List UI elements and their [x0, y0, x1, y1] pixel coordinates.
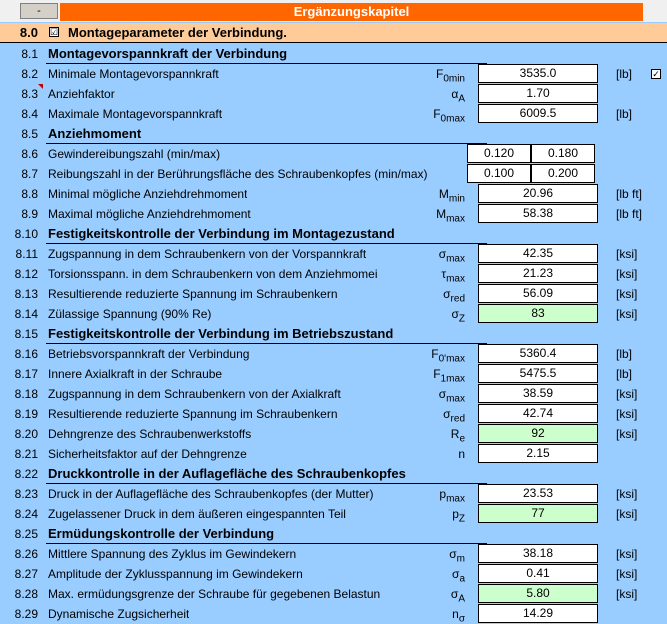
parameter-row [0, 484, 667, 504]
section-number: 8.0 [19, 25, 38, 40]
row-number: 8.16 [14, 347, 38, 361]
symbol-base: σ [438, 247, 447, 261]
comment-marker-icon[interactable] [38, 84, 43, 89]
row-number: 8.4 [21, 107, 38, 121]
section-heading-row [0, 464, 667, 484]
row-symbol [400, 187, 465, 204]
row-symbol [400, 567, 465, 584]
parameter-row [0, 344, 667, 364]
row-number: 8.23 [14, 487, 38, 501]
row-number: 8.11 [15, 247, 38, 261]
parameter-row [0, 364, 667, 384]
symbol-base: F [431, 347, 439, 361]
row-label: Dehngrenze des Schraubenwerkstoffs [48, 427, 252, 441]
symbol-base: σ [438, 387, 447, 401]
collapse-button[interactable]: - [20, 3, 58, 19]
section-checkbox[interactable]: ☑ [50, 27, 59, 37]
row-value[interactable]: 58.38 [478, 204, 598, 223]
row-value[interactable]: 23.53 [478, 484, 598, 503]
row-number: 8.15 [14, 327, 38, 341]
symbol-base: p [439, 487, 447, 501]
row-number: 8.9 [21, 207, 38, 221]
row-symbol [400, 607, 465, 624]
row-label: Max. ermüdungsgrenze der Schraube für gegebenen Belastun [48, 587, 381, 601]
row-unit: [ksi] [616, 267, 638, 281]
row-value[interactable]: 38.59 [478, 384, 598, 403]
symbol-subscript: max [446, 273, 465, 285]
row-label: Minimale Montagevorspannkraft [48, 67, 219, 81]
symbol-subscript: red [450, 293, 465, 305]
row-value[interactable]: 92 [478, 424, 598, 443]
row-number: 8.6 [21, 147, 38, 161]
row-number: 8.10 [14, 227, 38, 241]
section-heading-row [0, 324, 667, 344]
symbol-base: σ [450, 587, 459, 601]
row-symbol [400, 287, 465, 304]
chapter-title: Ergänzungskapitel [60, 3, 643, 21]
symbol-subscript: σ [458, 613, 465, 624]
row-value[interactable]: 6009.5 [478, 104, 598, 123]
symbol-base: σ [449, 547, 457, 561]
symbol-subscript: A [458, 93, 465, 105]
row-number: 8.17 [14, 367, 38, 381]
row-number: 8.25 [14, 527, 38, 541]
symbol-base: n [452, 607, 459, 621]
row-label: Anziehmoment [48, 126, 142, 141]
row-symbol [400, 447, 465, 464]
row-unit: [ksi] [616, 547, 638, 561]
row-label: Druckkontrolle in der Auflagefläche des Schraubenkopfes [48, 466, 406, 481]
row-value[interactable]: 1.70 [478, 84, 598, 103]
row-symbol [400, 267, 465, 284]
row-symbol [400, 87, 465, 104]
row-number: 8.26 [14, 547, 38, 561]
symbol-subscript: max [446, 213, 465, 225]
max-value-input[interactable]: 0.200 [531, 164, 595, 183]
symbol-base: F [435, 67, 444, 81]
row-symbol [400, 507, 465, 524]
row-label: Zugspannung in dem Schraubenkern von der Vorspannkraft [48, 247, 367, 261]
section-title: Montageparameter der Verbindung. [68, 25, 287, 40]
row-label: Festigkeitskontrolle der Verbindung im Betriebszustand [48, 326, 394, 341]
row-number: 8.14 [14, 307, 38, 321]
section-heading-row [0, 44, 667, 64]
row-unit: [ksi] [616, 567, 638, 581]
row-number: 8.5 [21, 127, 38, 141]
row-symbol [400, 207, 465, 224]
row-unit: [ksi] [616, 247, 638, 261]
row-checkbox[interactable]: ✓ [652, 69, 660, 79]
row-symbol [400, 67, 465, 84]
parameter-row [0, 304, 667, 324]
symbol-subscript: A [458, 593, 465, 605]
row-unit: [ksi] [616, 487, 638, 501]
row-number: 8.3 [21, 87, 38, 101]
symbol-base: R [450, 427, 460, 441]
row-number: 8.24 [14, 507, 38, 521]
section-heading-row [0, 524, 667, 544]
parameter-row [0, 504, 667, 524]
row-number: 8.8 [21, 187, 38, 201]
row-label: Torsionsspann. in dem Schraubenkern von dem Anziehmomei [48, 267, 378, 281]
parameter-row [0, 604, 667, 624]
row-label: Ermüdungskontrolle der Verbindung [48, 526, 275, 541]
row-value[interactable]: 77 [478, 504, 598, 523]
symbol-subscript: red [450, 413, 465, 425]
row-symbol [400, 247, 465, 264]
symbol-base: σ [443, 407, 451, 421]
symbol-base: F [433, 107, 441, 121]
row-label: Zülassige Spannung (90% Re) [48, 307, 212, 321]
row-symbol [400, 347, 465, 364]
row-value[interactable]: 2.15 [478, 444, 598, 463]
row-number: 8.19 [14, 407, 38, 421]
row-number: 8.29 [14, 607, 38, 621]
row-unit: [ksi] [616, 587, 638, 601]
row-number: 8.28 [14, 587, 38, 601]
symbol-subscript: e [459, 433, 465, 445]
parameter-row [0, 164, 667, 184]
parameter-row [0, 444, 667, 464]
row-symbol [400, 387, 465, 404]
parameter-row [0, 104, 667, 124]
row-unit: [ksi] [616, 507, 638, 521]
row-unit: [ksi] [616, 407, 638, 421]
symbol-subscript: min [448, 193, 465, 205]
row-number: 8.22 [14, 467, 38, 481]
parameter-row [0, 544, 667, 564]
row-number: 8.13 [14, 287, 38, 301]
max-value-input[interactable]: 0.180 [531, 144, 595, 163]
row-value[interactable]: 20.96 [478, 184, 598, 203]
row-value[interactable]: 14.29 [478, 604, 598, 623]
symbol-base: τ [441, 267, 447, 281]
symbol-base: p [452, 507, 459, 521]
symbol-base: σ [451, 307, 459, 321]
row-label: Gewindereibungszahl (min/max) [48, 147, 221, 161]
parameter-row [0, 244, 667, 264]
row-symbol [400, 547, 465, 564]
parameter-row [0, 584, 667, 604]
row-value[interactable]: 3535.0 [478, 64, 598, 83]
parameter-row [0, 384, 667, 404]
symbol-subscript: 1max [440, 373, 465, 385]
row-value[interactable]: 42.74 [478, 404, 598, 423]
row-label: Mittlere Spannung des Zyklus im Gewindekern [48, 547, 297, 561]
row-label: Druck in der Auflagefläche des Schraubenkopfes (der Mutter) [48, 487, 374, 501]
row-value[interactable]: 0.41 [478, 564, 598, 583]
row-unit: [ksi] [616, 427, 638, 441]
section-header [0, 23, 667, 43]
row-value[interactable]: 38.18 [478, 544, 598, 563]
row-value[interactable]: 5475.5 [478, 364, 598, 383]
section-heading-row [0, 224, 667, 244]
symbol-subscript: 0'max [438, 353, 465, 365]
row-label: Festigkeitskontrolle der Verbindung im Montagezustand [48, 226, 395, 241]
parameter-row [0, 424, 667, 444]
symbol-base: σ [443, 287, 451, 301]
row-symbol [400, 107, 465, 124]
parameter-row [0, 184, 667, 204]
row-number: 8.7 [21, 167, 38, 181]
row-number: 8.12 [14, 267, 38, 281]
symbol-base: F [433, 367, 441, 381]
row-symbol [400, 487, 465, 504]
row-symbol [400, 407, 465, 424]
section-heading-row [0, 124, 667, 144]
row-label: Amplitude der Zyklusspannung im Gewindekern [48, 567, 303, 581]
row-unit: [lb] [616, 107, 633, 121]
row-label: Maximal mögliche Anziehdrehmoment [48, 207, 251, 221]
symbol-base: M [438, 187, 449, 201]
row-label: Anziehfaktor [48, 87, 115, 101]
row-label: Sicherheitsfaktor auf der Dehngrenze [48, 447, 247, 461]
symbol-base: M [436, 207, 447, 221]
row-number: 8.21 [14, 447, 38, 461]
row-unit: [ksi] [616, 307, 638, 321]
row-number: 8.27 [14, 567, 38, 581]
symbol-subscript: 0max [440, 113, 465, 125]
symbol-subscript: max [446, 253, 465, 265]
row-value[interactable]: 42.35 [478, 244, 598, 263]
row-label: Dynamische Zugsicherheit [48, 607, 190, 621]
symbol-subscript: Z [458, 313, 465, 325]
row-value[interactable]: 5.80 [478, 584, 598, 603]
row-unit: [lb] [616, 367, 633, 381]
row-label: Maximale Montagevorspannkraft [48, 107, 223, 121]
row-number: 8.18 [14, 387, 38, 401]
row-unit: [lb] [616, 347, 633, 361]
parameter-row [0, 404, 667, 424]
symbol-subscript: m [456, 553, 465, 565]
min-value-input[interactable]: 0.120 [467, 144, 531, 163]
parameter-row [0, 84, 667, 104]
parameter-row [0, 264, 667, 284]
parameter-row [0, 564, 667, 584]
row-number: 8.20 [14, 427, 38, 441]
symbol-base: α [451, 87, 459, 101]
row-symbol [400, 307, 465, 324]
parameter-row [0, 144, 667, 164]
symbol-subscript: 0min [443, 73, 465, 85]
row-unit: [lb] [616, 67, 633, 81]
symbol-base: σ [452, 567, 460, 581]
row-label: Zugelassener Druck in dem äußeren eingespannten Teil [48, 507, 346, 521]
row-value[interactable]: 5360.4 [478, 344, 598, 363]
row-label: Minimal mögliche Anziehdrehmoment [48, 187, 248, 201]
row-label: Zugspannung in dem Schraubenkern von der Axialkraft [48, 387, 341, 401]
symbol-subscript: max [446, 393, 465, 405]
row-label: Innere Axialkraft in der Schraube [48, 367, 223, 381]
row-label: Betriebsvorspannkraft der Verbindung [48, 347, 250, 361]
row-label: Reibungszahl in der Berührungsfläche des Schraubenkopfes (min/max) [48, 167, 428, 181]
parameter-row [0, 64, 667, 84]
symbol-subscript: Z [458, 513, 465, 525]
top-bar [0, 0, 667, 22]
symbol-subscript: a [459, 573, 465, 585]
symbol-subscript: max [446, 493, 465, 505]
row-label: Montagevorspannkraft der Verbindung [48, 46, 288, 61]
row-unit: [lb ft] [616, 187, 643, 201]
parameter-row [0, 284, 667, 304]
min-value-input[interactable]: 0.100 [467, 164, 531, 183]
row-unit: [ksi] [616, 387, 638, 401]
row-value[interactable]: 83 [478, 304, 598, 323]
row-symbol [400, 367, 465, 384]
row-label: Resultierende reduzierte Spannung im Schraubenkern [48, 287, 338, 301]
row-value[interactable]: 56.09 [478, 284, 598, 303]
row-number: 8.1 [21, 47, 38, 61]
row-unit: [ksi] [616, 287, 638, 301]
row-number: 8.2 [21, 67, 38, 81]
symbol-base: n [458, 447, 465, 461]
row-label: Resultierende reduzierte Spannung im Schraubenkern [48, 407, 338, 421]
row-symbol [400, 427, 465, 444]
parameter-row [0, 204, 667, 224]
row-symbol [400, 587, 465, 604]
row-value[interactable]: 21.23 [478, 264, 598, 283]
row-unit: [lb ft] [616, 207, 643, 221]
